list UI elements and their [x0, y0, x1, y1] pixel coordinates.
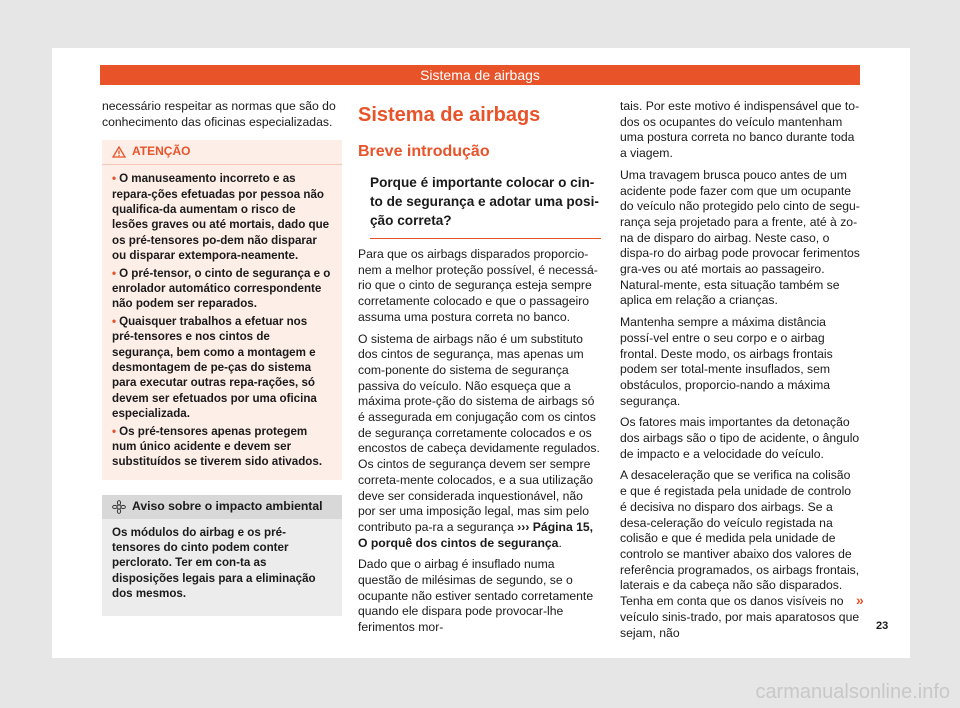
environment-title — [102, 495, 342, 519]
bullet-icon: • — [112, 424, 117, 438]
column-right — [620, 99, 860, 647]
page-header: Sistema de airbags — [100, 65, 860, 85]
bullet-icon: • — [112, 266, 117, 280]
column-left — [102, 99, 342, 616]
flower-icon — [112, 500, 126, 514]
page-reference-link[interactable]: ››› Página 15, O porquê dos cintos de segurança — [358, 519, 594, 550]
watermark: carmanualsonline.info — [755, 681, 950, 703]
bullet-icon: • — [112, 172, 117, 186]
warning-title-text: ATENÇÃO — [132, 144, 191, 159]
paragraph: O sistema de airbags não é um substituto dos cintos de segurança, mas apenas um com-ponente do sistema de segurança passiva do veículo. Não esqueça que a máxima prote-ção do sistema de airbags só é assegurada em conjugação com os cintos de segurança corretamente colocados e os encostos de cabeça devidamente regulados. Os cintos de segurança devem ser sempre correta-mente colocados, e a sua utilização deve ser considerada inquestionável, não por ser uma imposição legal, mas sim pelo contributo pa-ra a segurança ››› Página 15, O porquê dos cintos de segurança. — [358, 331, 600, 550]
environment-text: Os módulos do airbag e os pré-tensores do cinto podem conter perclorato. Ter em con-ta as disposições legais para a eliminação dos mesmos. — [112, 525, 316, 601]
bullet-icon: • — [112, 314, 117, 328]
continue-marker: » — [856, 592, 864, 608]
question-heading: Porque é importante colocar o cin-to de segurança e adotar uma posi-ção correta? — [370, 173, 601, 239]
paragraph: tais. Por este motivo é indispensável que to-dos os ocupantes do veículo mantenham uma postura correta no banco durante toda a viagem. — [620, 99, 860, 161]
paragraph: Dado que o airbag é insuflado numa questão de milésimas de segundo, se o ocupante não estiver sentado corretamente quando ele dispara pode provocar-lhe ferimentos mor- — [358, 557, 594, 635]
warning-item: • O manuseamento incorreto e as repara-ções efetuadas por pessoa não qualifica-da aumentam o risco de lesões graves ou até mortais, dado que os pré-tensores po-dem não disparar ou disparar extempora-neamente. — [112, 172, 330, 263]
warning-item: • O pré-tensor, o cinto de segurança e o enrolador automático correspondente não podem ser reparados. — [112, 266, 331, 311]
warning-item: • Quaisquer trabalhos a efetuar nos pré-tensores e nos cintos de segurança, bem como a montagem e desmontagem de pe-ças do sistema para executar outras repa-rações, só devem ser efetuados por uma oficina especializada. — [112, 314, 317, 421]
paragraph: A desaceleração que se verifica na colisão e que é registada pela unidade de controlo é decisiva no disparo dos airbags. Se a desa-celeração do veículo registada na colisão e que é medida pela unidade de controlo se mantiver abaixo dos valores de referência programados, os airbags frontais, laterais e da cabeça não são disparados. Tenha em conta que os danos visíveis no veículo sinis-trado, por mais aparatosos que sejam, não — [620, 468, 860, 640]
section-title: Sistema de airbags — [358, 104, 541, 126]
warning-box — [102, 140, 342, 479]
column-middle — [358, 99, 601, 642]
paragraph: Uma travagem brusca pouco antes de um acidente pode fazer com que um ocupante do veículo não protegido pelo cinto de segu-rança seja projetado para a frente, até à zo-na de disparo do airbag. Neste caso, o dispa-ro do airbag pode provocar ferimentos gra-ves ou até mortais ao passageiro. Natural-mente, esta situação também se aplica em relação a crianças. — [620, 167, 860, 308]
warning-item: • Os pré-tensores apenas protegem num único acidente e devem ser substituídos se tiverem sido ativados. — [112, 424, 323, 469]
subsection-title: Breve introdução — [358, 143, 490, 160]
warning-title — [102, 140, 342, 165]
environment-box — [102, 495, 342, 616]
warning-triangle-icon — [112, 146, 126, 158]
paragraph: Para que os airbags disparados proporcio-nem a melhor proteção possível, é necessá-rio que o cinto de segurança esteja sempre corretamente colocado e que o passageiro assuma uma postura correta no banco. — [358, 247, 598, 324]
environment-title-text: Aviso sobre o impacto ambiental — [132, 498, 323, 513]
intro-text: necessário respeitar as normas que são do conhecimento das oficinas especializadas. — [102, 99, 336, 129]
warning-list — [112, 171, 332, 470]
paragraph: Mantenha sempre a máxima distância possí-vel entre o seu corpo e o airbag frontal. Deste modo, os airbags frontais podem ser total-mente insuflados, sem obstáculos, proporcio-nando a máxima segurança. — [620, 315, 833, 408]
page-number: 23 — [876, 620, 889, 632]
paragraph: Os fatores mais importantes da detonação dos airbags são o tipo de acidente, o ângulo de impacto e a velocidade do veículo. — [620, 415, 860, 461]
